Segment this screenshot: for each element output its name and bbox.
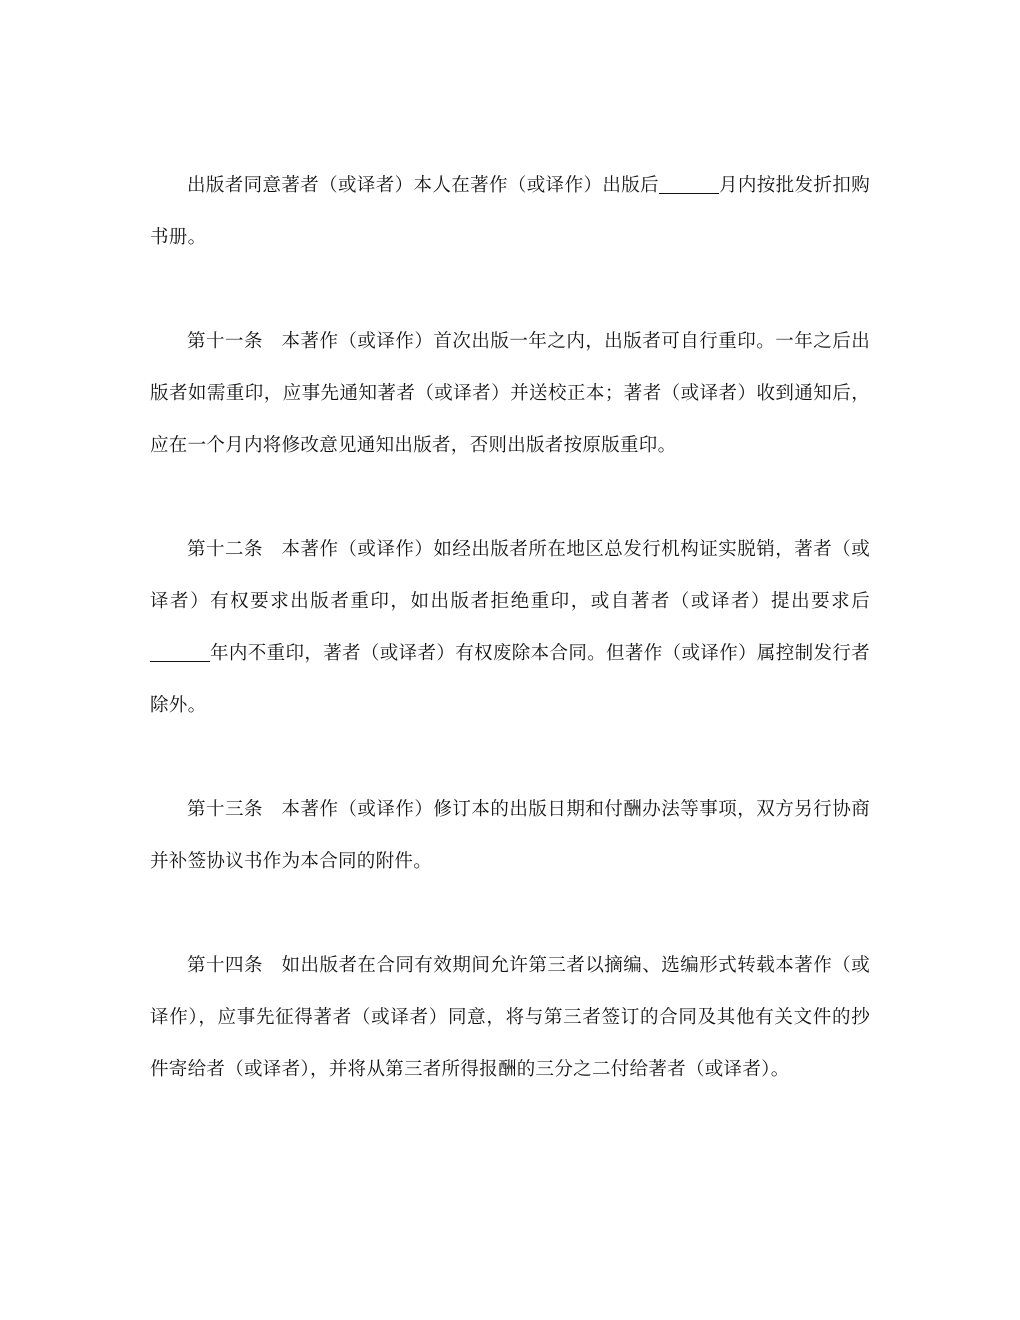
paragraph-text: 本著作（或译作）如经出版者所在地区总发行机构证实脱销，著者（或译者）有权要求出版者重印，如出版者拒绝重印，或自著者（或译者）提出要求后 [150, 539, 870, 612]
document-page [150, 160, 870, 1096]
paragraph-text: 月内按批发折扣购书册。 [150, 175, 870, 248]
paragraph-article-12 [150, 524, 870, 732]
paragraph-purchase-clause [150, 160, 870, 264]
article-heading: 第十三条 [187, 799, 263, 820]
fill-blank-months [659, 175, 719, 195]
paragraph-text: 年内不重印，著者（或译者）有权废除本合同。但著作（或译作）属控制发行者除外。 [150, 643, 870, 716]
article-heading: 第十四条 [187, 955, 263, 976]
paragraph-article-14 [150, 940, 870, 1096]
paragraph-text: 出版者同意著者（或译者）本人在著作（或译作）出版后 [187, 175, 659, 196]
paragraph-article-11 [150, 316, 870, 472]
paragraph-text: 如出版者在合同有效期间允许第三者以摘编、选编形式转载本著作（或译作），应事先征得著者（或译者）同意，将与第三者签订的合同及其他有关文件的抄件寄给者（或译者），并将从第三者所得报酬的三分之二付给著者（或译者）。 [150, 955, 870, 1080]
article-heading: 第十二条 [187, 539, 263, 560]
fill-blank-years [150, 643, 210, 663]
paragraph-text: 本著作（或译作）首次出版一年之内，出版者可自行重印。一年之后出版者如需重印，应事先通知著者（或译者）并送校正本；著者（或译者）收到通知后，应在一个月内将修改意见通知出版者，否则出版者按原版重印。 [150, 331, 870, 456]
paragraph-text: 本著作（或译作）修订本的出版日期和付酬办法等事项，双方另行协商并补签协议书作为本合同的附件。 [150, 799, 870, 872]
paragraph-article-13 [150, 784, 870, 888]
article-heading: 第十一条 [187, 331, 263, 352]
